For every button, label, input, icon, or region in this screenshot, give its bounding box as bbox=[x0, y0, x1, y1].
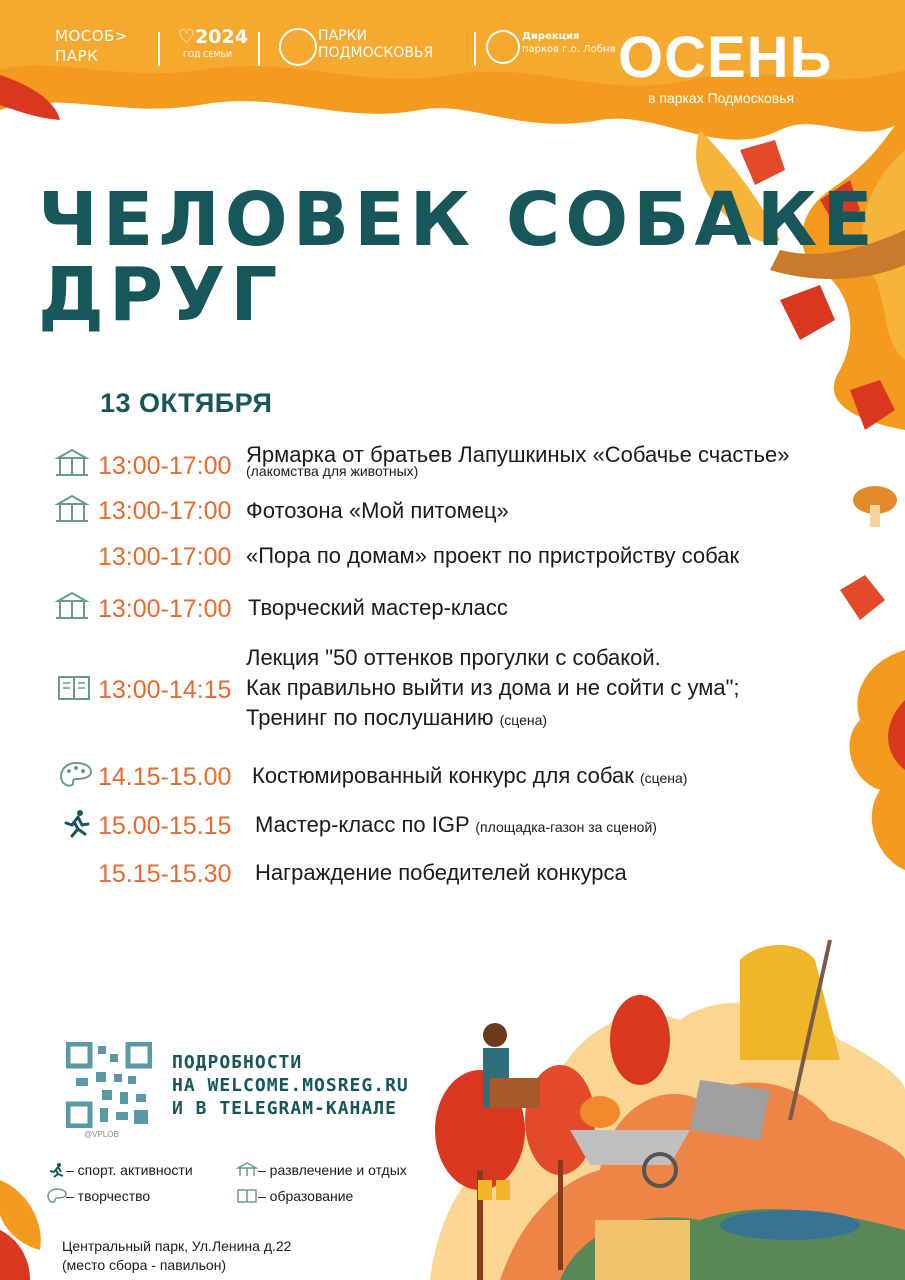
schedule-description: Фотозона «Мой питомец» bbox=[246, 498, 509, 523]
schedule-description: Награждение победителей конкурса bbox=[255, 860, 627, 885]
book-icon bbox=[236, 1188, 258, 1204]
schedule-time: 15.00-15.15 bbox=[98, 812, 232, 840]
book-icon bbox=[56, 673, 92, 703]
legend-creative: – творчество bbox=[66, 1188, 151, 1204]
schedule-note: (площадка-газон за сценой) bbox=[475, 819, 657, 835]
address-line2: (место сбора - павильон) bbox=[62, 1257, 227, 1273]
schedule-time: 13:00-14:15 bbox=[98, 676, 232, 704]
event-title-line2: ДРУГ bbox=[38, 252, 283, 338]
schedule-time: 13:00-17:00 bbox=[98, 452, 232, 480]
palette-icon bbox=[58, 760, 94, 790]
schedule-time: 13:00-17:00 bbox=[98, 595, 232, 623]
legend-sport: – спорт. активности bbox=[66, 1162, 193, 1178]
qr-code[interactable] bbox=[66, 1042, 152, 1128]
schedule-time: 14.15-15.00 bbox=[98, 763, 232, 791]
logo-divider bbox=[474, 32, 476, 66]
schedule-description: Творческий мастер-класс bbox=[248, 595, 508, 620]
info-line1: ПОДРОБНОСТИ bbox=[172, 1052, 303, 1073]
schedule-description bbox=[255, 810, 657, 842]
year-of-family-number: 2024 bbox=[195, 26, 248, 48]
schedule-note: (сцена) bbox=[639, 770, 688, 786]
carousel-icon bbox=[236, 1162, 258, 1178]
carousel-icon bbox=[54, 591, 90, 621]
autumn-festival-subtitle: в парках Подмосковья bbox=[648, 90, 795, 106]
leaf-emblem-icon bbox=[279, 28, 317, 66]
schedule-description-text: Мастер-класс по IGP bbox=[255, 812, 470, 837]
schedule-description-line2: Как правильно выйти из дома и не сойти с ума"; bbox=[246, 675, 740, 700]
schedule-time: 13:00-17:00 bbox=[98, 543, 232, 571]
parks-podmoskovya-logo bbox=[318, 28, 433, 62]
directorate-logo bbox=[522, 30, 616, 56]
logo-divider bbox=[158, 32, 160, 66]
mosobpark-logo bbox=[55, 26, 128, 66]
legend-education: – образование bbox=[258, 1188, 354, 1204]
schedule-description: Ярмарка от братьев Лапушкиных «Собачье счастье» bbox=[246, 442, 790, 467]
schedule-description: «Пора по домам» проект по пристройству собак bbox=[246, 543, 740, 568]
schedule-time: 15.15-15.30 bbox=[98, 860, 232, 888]
schedule-description bbox=[252, 761, 687, 793]
qr-caption: @VPLOB bbox=[84, 1130, 119, 1139]
runner-icon bbox=[46, 1162, 68, 1178]
schedule-description-line1: Лекция "50 оттенков прогулки с собакой. bbox=[246, 645, 661, 670]
schedule-note: (лакомства для животных) bbox=[246, 463, 419, 479]
directorate-emblem-icon bbox=[486, 30, 520, 64]
logo-divider bbox=[258, 32, 260, 66]
address-line1: Центральный парк, Ул.Ленина д.22 bbox=[62, 1238, 292, 1254]
heart-icon: ♡ bbox=[178, 26, 196, 48]
mosobpark-logo-subtext: ПАРК bbox=[55, 47, 99, 65]
parks-logo-line1: ПАРКИ bbox=[318, 28, 367, 44]
event-title-line1: ЧЕЛОВЕК СОБАКЕ bbox=[38, 177, 878, 263]
runner-icon bbox=[58, 808, 94, 838]
autumn-festival-logo: ОСЕНЬ bbox=[618, 25, 833, 90]
directorate-logo-line2: парков г.о. Лобня bbox=[522, 44, 616, 55]
legend-fun: – развлечение и отдых bbox=[258, 1162, 407, 1178]
info-line3-telegram: И В TELEGRAM-КАНАЛЕ bbox=[172, 1098, 397, 1119]
directorate-logo-line1: Дирекция bbox=[522, 31, 580, 42]
year-of-family-caption: ГОД СЕМЬИ bbox=[183, 50, 232, 59]
palette-icon bbox=[46, 1188, 68, 1204]
carousel-icon bbox=[54, 494, 90, 524]
schedule-description-text: Тренинг по послушанию bbox=[246, 705, 494, 730]
parks-logo-line2: ПОДМОСКОВЬЯ bbox=[318, 45, 434, 61]
year-of-family-logo bbox=[178, 26, 248, 48]
schedule-description-text: Костюмированный конкурс для собак bbox=[252, 763, 634, 788]
schedule-description-line3 bbox=[246, 703, 547, 735]
event-date: 13 ОКТЯБРЯ bbox=[100, 388, 273, 418]
schedule-note: (сцена) bbox=[499, 712, 548, 728]
schedule-time: 13:00-17:00 bbox=[98, 497, 232, 525]
info-line2-website[interactable]: НА WELCOME.MOSREG.RU bbox=[172, 1075, 409, 1096]
mosobpark-logo-text: МОСОБ> bbox=[55, 27, 128, 45]
carousel-icon bbox=[54, 448, 90, 478]
